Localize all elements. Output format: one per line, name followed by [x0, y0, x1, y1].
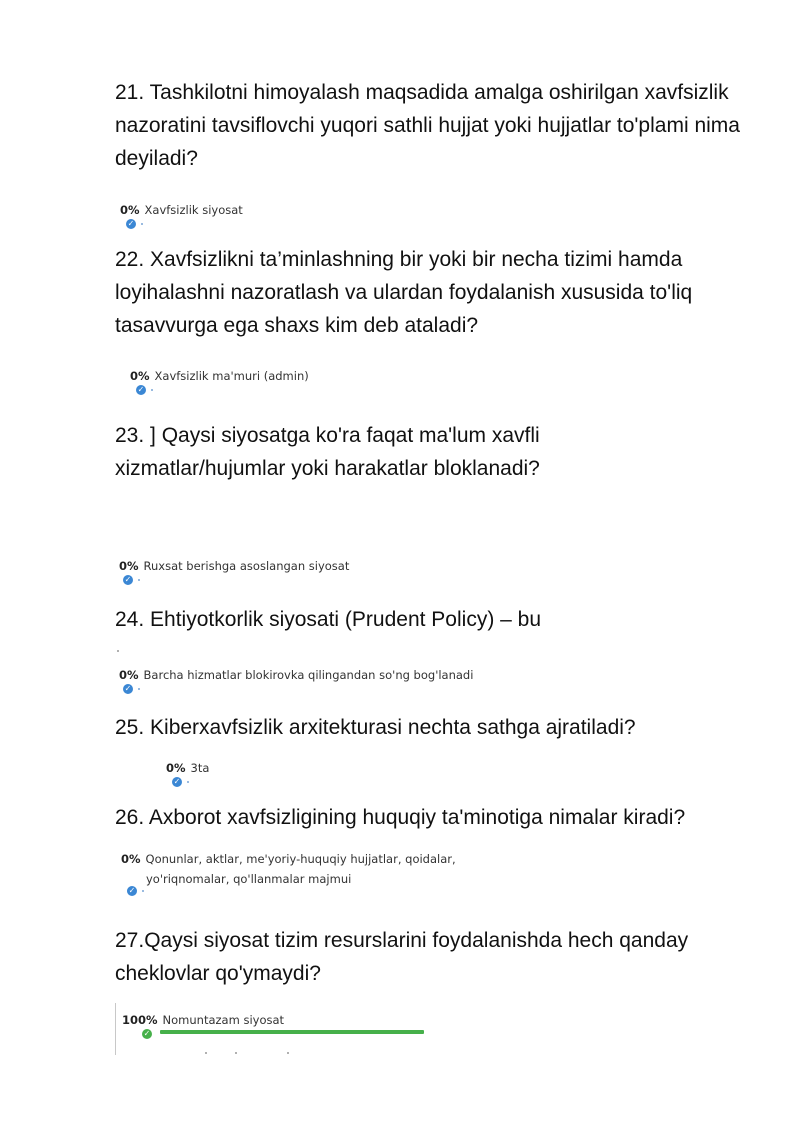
check-circle-icon: ✓ — [173, 777, 181, 786]
question-25: 25. Kiberxavfsizlik arxitekturasi nechta sathga ajratiladi? — [115, 716, 636, 739]
answer-text-line2: yo'riqnomalar, qo'llanmalar majmui — [146, 872, 352, 886]
speck — [235, 1052, 237, 1054]
answer-text: 3ta — [190, 761, 210, 775]
answer-text: Xavfsizlik siyosat — [144, 203, 243, 217]
dot-icon — [138, 579, 140, 581]
speck — [117, 650, 119, 652]
answer-percent: 0% — [166, 761, 186, 775]
answer-text: Xavfsizlik ma'muri (admin) — [154, 369, 309, 383]
speck — [287, 1052, 289, 1054]
check-circle-icon: ✓ — [128, 886, 136, 895]
dot-icon — [187, 781, 189, 783]
answer-percent: 0% — [119, 668, 139, 682]
dot-icon — [138, 688, 140, 690]
answer-26 — [121, 852, 456, 895]
check-circle-icon: ✓ — [143, 1029, 151, 1038]
question-22: 22. Xavfsizlikni ta’minlashning bir yoki bir necha tizimi hamda loyihalashni nazoratlash va ulardan foydalanish xususida to'liq tasavvurga ega shaxs kim deb ataladi? — [115, 248, 693, 337]
question-21: 21. Tashkilotni himoyalash maqsadida amalga oshirilgan xavfsizlik nazoratini tavsiflovchi yuqori sathli hujjat yoki hujjatlar to'plami nima deyiladi? — [115, 81, 740, 170]
answer-23 — [119, 559, 350, 584]
question-27: 27.Qaysi siyosat tizim resurslarini foydalanishda hech qanday cheklovlar qo'ymaydi? — [115, 929, 689, 985]
answer-text: Ruxsat berishga asoslangan siyosat — [143, 559, 350, 573]
dot-icon — [142, 890, 144, 892]
answer-21 — [120, 203, 243, 228]
check-circle-icon: ✓ — [127, 219, 135, 228]
answer-percent: 0% — [119, 559, 139, 573]
dot-icon — [151, 389, 153, 391]
answer-border-line — [115, 1003, 116, 1055]
speck — [205, 1052, 207, 1054]
question-24: 24. Ehtiyotkorlik siyosati (Prudent Policy) – bu — [115, 608, 542, 631]
answer-text-line1: Qonunlar, aktlar, me'yoriy-huquqiy hujjatlar, qoidalar, — [145, 852, 456, 866]
dot-icon — [141, 223, 143, 225]
answer-percent: 0% — [121, 852, 141, 866]
answer-percent: 100% — [122, 1013, 158, 1027]
answer-22 — [130, 369, 309, 394]
answer-percent: 0% — [120, 203, 140, 217]
progress-bar — [160, 1030, 424, 1034]
check-circle-icon: ✓ — [124, 684, 132, 693]
question-26: 26. Axborot xavfsizligining huquqiy ta'minotiga nimalar kiradi? — [115, 806, 686, 829]
answer-text: Nomuntazam siyosat — [162, 1013, 285, 1027]
answer-text: Barcha hizmatlar blokirovka qilingandan so'ng bog'lanadi — [143, 668, 474, 682]
check-circle-icon: ✓ — [124, 575, 132, 584]
question-23: 23. ] Qaysi siyosatga ko'ra faqat ma'lum xavfli xizmatlar/hujumlar yoki harakatlar bloklanadi? — [115, 424, 540, 480]
answer-25 — [166, 761, 210, 786]
answer-percent: 0% — [130, 369, 150, 383]
answer-24 — [119, 668, 474, 693]
check-circle-icon: ✓ — [137, 385, 145, 394]
answer-27 — [122, 1013, 285, 1038]
